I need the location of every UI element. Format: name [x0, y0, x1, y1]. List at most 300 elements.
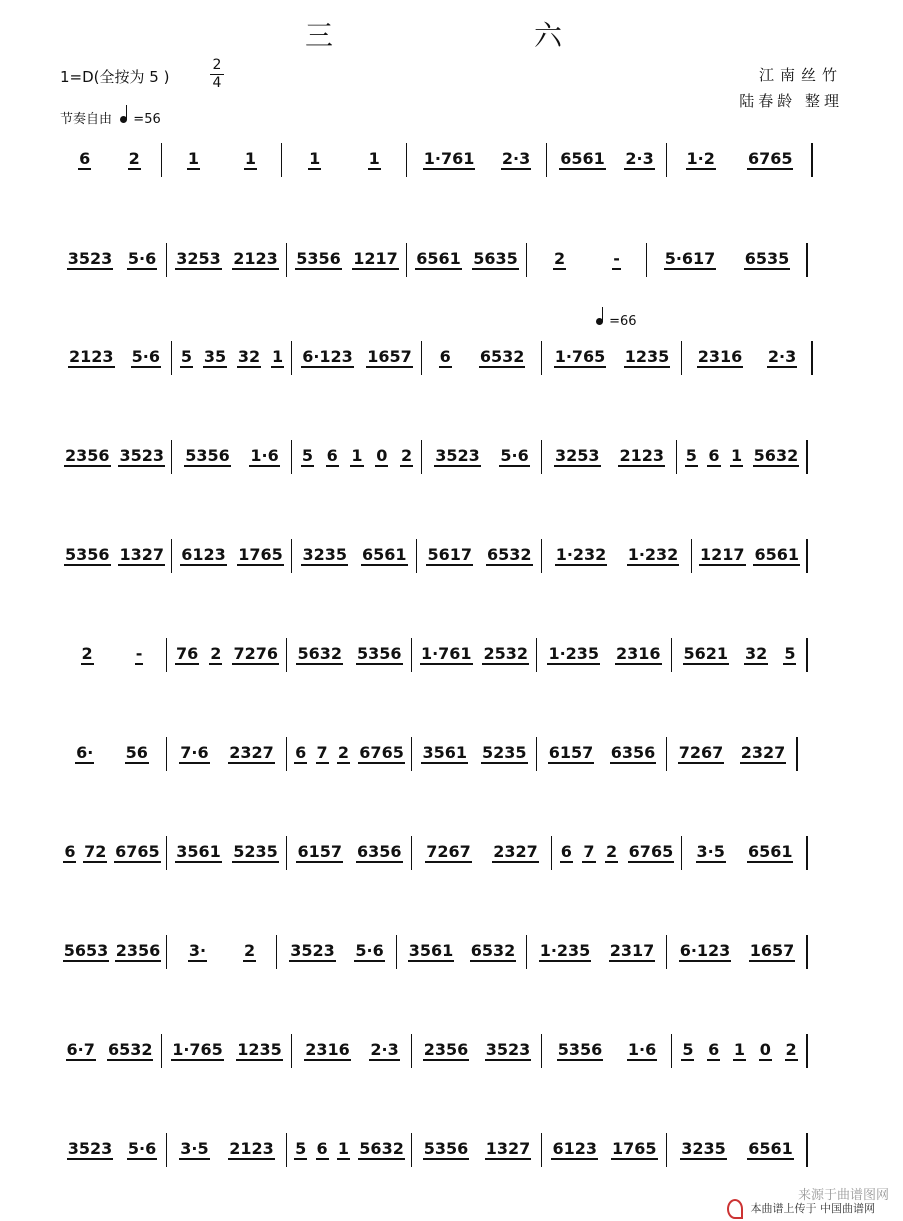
note-group: 0	[759, 1040, 771, 1059]
measure	[545, 341, 679, 375]
treble-clef-logo-icon	[727, 1199, 743, 1219]
measure	[290, 243, 404, 277]
measure	[530, 243, 644, 277]
note-group: 2356	[423, 1040, 469, 1059]
note-group: 7267	[678, 743, 724, 762]
note-group: 2	[554, 249, 566, 268]
note-group: 6·	[76, 743, 94, 762]
credit-arranger: 陆春龄 整理	[739, 92, 843, 110]
measure	[60, 1034, 159, 1068]
measure	[670, 1133, 804, 1167]
note-group: 3523	[67, 249, 113, 268]
measure	[410, 143, 544, 177]
note-group: 5635	[473, 249, 518, 268]
note-group: 2316	[305, 1040, 350, 1059]
barline	[406, 243, 407, 277]
measure	[555, 836, 679, 870]
note-group: 2356	[115, 941, 161, 960]
measure	[175, 539, 289, 573]
barline	[541, 341, 542, 375]
note-group: 6561	[361, 545, 407, 564]
measure	[60, 539, 169, 573]
note-group: 6765	[359, 743, 404, 762]
note-group: 6	[708, 446, 720, 465]
measure	[170, 243, 284, 277]
barline	[286, 243, 287, 277]
measure	[60, 836, 164, 870]
note-group: 5·6	[127, 1139, 157, 1158]
measure	[290, 638, 409, 672]
note-group: 5·6	[127, 249, 157, 268]
note-group: 6123	[552, 1139, 598, 1158]
time-top: 2	[212, 57, 222, 73]
score-row	[60, 341, 850, 375]
note-group: 3253	[554, 446, 600, 465]
note-group: 2356	[64, 446, 110, 465]
note-group: 3523	[67, 1139, 113, 1158]
note-group: 3·5	[180, 1139, 209, 1158]
credit-genre: 江南丝竹	[758, 66, 843, 84]
measure	[170, 935, 274, 969]
note-group: 6532	[107, 1040, 153, 1059]
measure	[670, 737, 794, 771]
measure	[60, 440, 169, 474]
note-group: 1	[271, 347, 284, 366]
barline	[286, 638, 287, 672]
measure	[670, 143, 809, 177]
note-group: 5356	[423, 1139, 469, 1158]
note-group: 2327	[740, 743, 786, 762]
note-group: 5	[180, 347, 193, 366]
barline	[546, 143, 547, 177]
measure	[60, 341, 169, 375]
measure	[540, 737, 664, 771]
note-group: 3235	[681, 1139, 726, 1158]
barline	[166, 737, 167, 771]
note-group: 1327	[119, 545, 165, 564]
barline	[171, 539, 172, 573]
note-group: 5·6	[500, 446, 529, 465]
note-group: 5356	[64, 545, 110, 564]
note-group: 7	[316, 743, 328, 762]
note-group: 2	[785, 1040, 797, 1059]
measure	[60, 935, 164, 969]
note-group: 1327	[485, 1139, 531, 1158]
note-group: 5617	[427, 545, 473, 564]
note-group: 1	[731, 446, 743, 465]
barline	[671, 1034, 672, 1068]
measure	[685, 836, 804, 870]
barline	[291, 539, 292, 573]
measure	[545, 440, 674, 474]
barline	[666, 737, 667, 771]
note-group: 3561	[422, 743, 468, 762]
note-group: 1·232	[555, 545, 607, 564]
barline	[411, 1034, 412, 1068]
barline	[411, 638, 412, 672]
note-group: 2·3	[370, 1040, 399, 1059]
note-group: 2316	[697, 347, 743, 366]
measure	[60, 1133, 164, 1167]
note-group: 2123	[69, 347, 114, 366]
score-row	[60, 737, 850, 771]
note-group: 6	[295, 743, 307, 762]
note-group: 5632	[359, 1139, 404, 1158]
barline	[166, 243, 167, 277]
measure	[415, 836, 549, 870]
measure	[60, 638, 164, 672]
note-group: 1·6	[250, 446, 279, 465]
note-group: 1·235	[548, 644, 600, 663]
measure	[670, 935, 804, 969]
barline	[166, 935, 167, 969]
mid-tempo-marking	[592, 314, 637, 329]
barline	[421, 341, 422, 375]
barline	[286, 836, 287, 870]
note-group: 6	[708, 1040, 720, 1059]
barline	[646, 243, 647, 277]
barline	[796, 737, 798, 771]
note-group: 6532	[479, 347, 525, 366]
barline	[416, 539, 417, 573]
measure	[685, 341, 809, 375]
barline	[666, 1133, 667, 1167]
score-row	[60, 638, 850, 672]
note-group: 2	[243, 941, 256, 960]
note-group: 3253	[176, 249, 221, 268]
quarter-note-icon	[120, 116, 127, 123]
barline	[291, 341, 292, 375]
note-group: 0	[376, 446, 388, 465]
note-group: 5	[682, 1040, 694, 1059]
note-group: 7267	[426, 842, 471, 861]
barline	[806, 243, 808, 277]
note-group: 1·765	[554, 347, 606, 366]
measure	[295, 1034, 409, 1068]
measure	[60, 243, 164, 277]
note-group: 2327	[493, 842, 538, 861]
barline	[681, 341, 682, 375]
measure	[410, 243, 524, 277]
note-group: 2·3	[767, 347, 797, 366]
measure	[425, 440, 539, 474]
measure	[170, 737, 284, 771]
note-group: 6356	[610, 743, 656, 762]
measure	[545, 1034, 669, 1068]
score-row	[60, 440, 850, 474]
note-group: 5	[295, 1139, 307, 1158]
measure	[60, 143, 159, 177]
barline	[171, 341, 172, 375]
measure	[650, 243, 804, 277]
barline	[411, 836, 412, 870]
note-group: 5632	[297, 644, 343, 663]
time-signature	[210, 57, 224, 92]
note-group: 2123	[619, 446, 665, 465]
note-group: 7	[583, 842, 595, 861]
measure	[295, 341, 419, 375]
barline	[421, 440, 422, 474]
note-group: 5	[301, 446, 313, 465]
note-group: 6	[439, 347, 451, 366]
note-group: 2	[606, 842, 618, 861]
note-group: 6157	[297, 842, 343, 861]
note-group: 2	[337, 743, 350, 762]
barline	[286, 1133, 287, 1167]
tempo-label: 节奏自由	[60, 112, 113, 127]
note-group: 6561	[416, 249, 461, 268]
note-group: 6	[326, 446, 338, 465]
note-group: 5	[784, 644, 796, 663]
score-row	[60, 935, 850, 969]
note-group: 6157	[548, 743, 594, 762]
note-group: 5235	[481, 743, 527, 762]
measure	[680, 440, 804, 474]
barline	[526, 935, 527, 969]
note-group: 35	[203, 347, 227, 366]
measure	[290, 836, 409, 870]
note-group: 1	[244, 149, 257, 168]
note-group: 1217	[353, 249, 398, 268]
note-group: 56	[125, 743, 148, 762]
note-group: 3523	[435, 446, 480, 465]
measure	[545, 539, 689, 573]
note-group: 3235	[302, 545, 348, 564]
note-group: 2316	[615, 644, 661, 663]
note-group: 5632	[753, 446, 799, 465]
note-group: 6123	[181, 545, 226, 564]
score-row	[60, 539, 850, 573]
measure	[540, 638, 669, 672]
note-group: 3·5	[696, 842, 725, 861]
barline	[806, 935, 808, 969]
score-title: 三 六	[305, 19, 658, 52]
measure	[415, 737, 534, 771]
measure	[675, 1034, 804, 1068]
barline	[806, 638, 808, 672]
note-group: 1·232	[627, 545, 679, 564]
note-group: 5·6	[355, 941, 384, 960]
note-group: 1·765	[172, 1040, 223, 1059]
note-group: 2532	[483, 644, 529, 663]
note-group: 1·6	[627, 1040, 657, 1059]
barline	[806, 836, 808, 870]
barline	[541, 440, 542, 474]
note-group: 5·6	[131, 347, 160, 366]
barline	[166, 836, 167, 870]
barline	[536, 638, 537, 672]
barline	[291, 440, 292, 474]
barline	[166, 638, 167, 672]
note-group: 5621	[683, 644, 729, 663]
barline	[171, 440, 172, 474]
note-group: 1657	[367, 347, 412, 366]
barline	[811, 143, 813, 177]
note-group: 6356	[356, 842, 402, 861]
measure	[530, 935, 664, 969]
note-group: 1657	[749, 941, 795, 960]
measure	[415, 638, 534, 672]
note-group: 1	[309, 149, 321, 168]
barline	[691, 539, 692, 573]
note-group: 32	[237, 347, 261, 366]
note-group: 3561	[176, 842, 221, 861]
barline	[541, 1133, 542, 1167]
score-row	[60, 1034, 850, 1068]
note-group: 1765	[611, 1139, 657, 1158]
note-group: 6765	[747, 149, 793, 168]
note-group: 2	[210, 644, 222, 663]
score-row	[60, 143, 850, 177]
barline	[161, 143, 162, 177]
note-group: 2123	[229, 1139, 274, 1158]
note-group: 1235	[624, 347, 670, 366]
measure	[675, 638, 804, 672]
measure	[425, 341, 539, 375]
note-group: 6	[560, 842, 572, 861]
note-group: 3561	[408, 941, 454, 960]
note-group: 6535	[744, 249, 790, 268]
note-group: 1·761	[420, 644, 472, 663]
note-group: 6532	[470, 941, 516, 960]
note-group: 6	[64, 842, 76, 861]
tempo-marking	[60, 108, 161, 127]
measure	[60, 737, 164, 771]
note-group: 6·123	[302, 347, 353, 366]
note-group: -	[613, 249, 620, 268]
note-group: 1	[187, 149, 200, 168]
note-group: 2·3	[501, 149, 531, 168]
note-group: 6	[316, 1139, 328, 1158]
footer-note-text: 本曲谱上传于 中国曲谱网	[750, 1202, 875, 1215]
measure	[290, 737, 409, 771]
note-group: 6	[79, 149, 91, 168]
footer-source: 来源于曲谱图网	[797, 1188, 889, 1203]
note-group: 5·617	[664, 249, 716, 268]
barline	[811, 341, 813, 375]
measure	[415, 1133, 539, 1167]
measure	[175, 440, 289, 474]
barline	[161, 1034, 162, 1068]
measure	[695, 539, 804, 573]
note-group: 2	[401, 446, 413, 465]
note-group: 5653	[63, 941, 109, 960]
measure	[280, 935, 394, 969]
barline	[671, 638, 672, 672]
measure	[295, 440, 419, 474]
measure	[165, 1034, 289, 1068]
measure	[550, 143, 664, 177]
score-row	[60, 1133, 850, 1167]
note-group: 6765	[115, 842, 160, 861]
note-group: 3523	[485, 1040, 531, 1059]
measure	[170, 836, 284, 870]
barline	[396, 935, 397, 969]
note-group: 5356	[185, 446, 230, 465]
note-group: 6561	[747, 842, 793, 861]
note-group: 2317	[609, 941, 655, 960]
barline	[666, 143, 667, 177]
note-group: 5356	[296, 249, 341, 268]
note-group: 1765	[238, 545, 283, 564]
time-bottom: 4	[210, 74, 224, 92]
note-group: 1	[733, 1040, 746, 1059]
note-group: 2123	[233, 249, 278, 268]
measure	[415, 1034, 539, 1068]
barline	[166, 1133, 167, 1167]
measure	[170, 1133, 284, 1167]
barline	[526, 243, 527, 277]
measure	[295, 539, 414, 573]
barline	[541, 539, 542, 573]
barline	[806, 440, 808, 474]
barline	[541, 1034, 542, 1068]
barline	[291, 1034, 292, 1068]
barline	[281, 143, 282, 177]
note-group: 6·123	[679, 941, 731, 960]
note-group: 1217	[699, 545, 745, 564]
note-group: 6·7	[66, 1040, 95, 1059]
note-group: 2327	[229, 743, 274, 762]
measure	[545, 1133, 664, 1167]
barline	[806, 1034, 808, 1068]
note-group: 3·	[188, 941, 207, 960]
note-group: 1	[368, 149, 380, 168]
barline	[676, 440, 677, 474]
note-group: 6765	[628, 842, 674, 861]
tempo-value: =56	[133, 112, 161, 127]
note-group: 5356	[557, 1040, 603, 1059]
note-group: 6561	[560, 149, 605, 168]
note-group: 1	[351, 446, 363, 465]
barline	[806, 539, 808, 573]
note-group: 7276	[233, 644, 278, 663]
barline	[411, 1133, 412, 1167]
note-group: 5356	[356, 644, 402, 663]
note-group: 3523	[119, 446, 165, 465]
note-group: 2	[81, 644, 93, 663]
note-group: 6532	[486, 545, 532, 564]
note-group: 2	[128, 149, 140, 168]
footer-note	[727, 1199, 875, 1219]
note-group: 5	[685, 446, 697, 465]
note-group: 5235	[233, 842, 278, 861]
note-group: 1·235	[539, 941, 591, 960]
measure	[170, 638, 284, 672]
note-group: 6561	[748, 1139, 793, 1158]
note-group: -	[135, 644, 143, 663]
barline	[806, 1133, 808, 1167]
measure	[285, 143, 404, 177]
barline	[536, 737, 537, 771]
score-row	[60, 836, 850, 870]
note-group: 1·761	[423, 149, 475, 168]
note-group: 3523	[290, 941, 335, 960]
barline	[286, 737, 287, 771]
note-group: 32	[745, 644, 768, 663]
quarter-note-icon	[596, 318, 603, 325]
note-group: 6561	[754, 545, 800, 564]
note-group: 72	[84, 842, 107, 861]
note-group: 1235	[237, 1040, 282, 1059]
measure	[175, 341, 289, 375]
note-group: 1·2	[686, 149, 715, 168]
key-signature: 1=D(全按为 5 )	[60, 68, 170, 86]
score-row	[60, 243, 850, 277]
note-group: 1	[337, 1139, 350, 1158]
barline	[406, 143, 407, 177]
measure	[290, 1133, 409, 1167]
